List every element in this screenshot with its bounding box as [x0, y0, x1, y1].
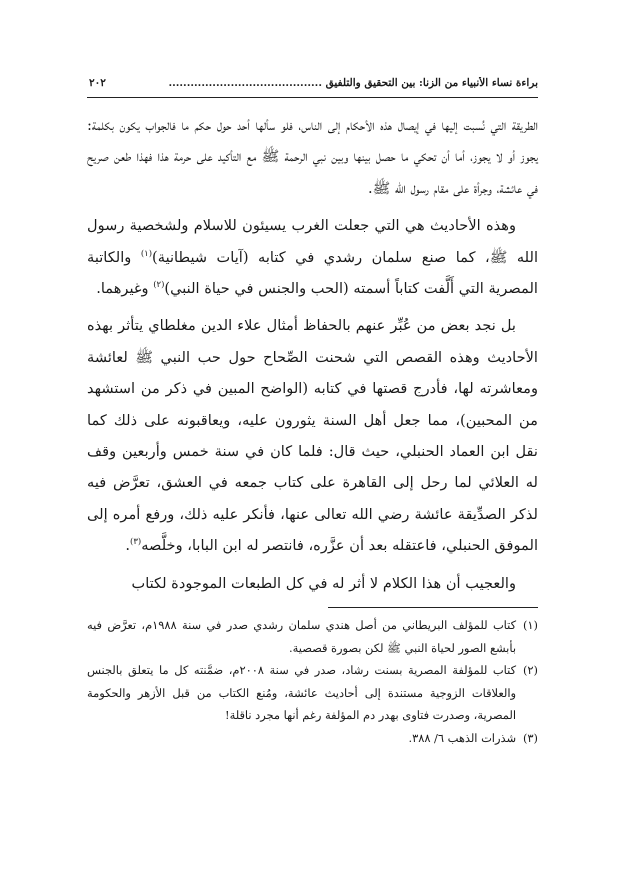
paragraph-4: والعجيب أن هذا الكلام لا أثر له في كل الطبعات الموجودة لكتاب — [131, 574, 516, 592]
footnote-text: شذرات الذهب ٦/ ٣٨٨. — [408, 730, 516, 745]
footnote-number: (١) — [522, 618, 538, 633]
paragraph-3-part-b: . — [125, 537, 130, 555]
footnote-2 — [87, 659, 538, 727]
footnote-number: (٣) — [522, 730, 538, 745]
main-text — [87, 110, 538, 599]
paragraph-2-part-b: والكاتبة المصرية التي أَلَّفت كتاباً أسمته (الحب والجنس في حياة النبي) — [87, 248, 538, 298]
footnote-divider — [328, 607, 538, 608]
footnote-3 — [87, 727, 538, 750]
page-number: ٢٠٢ — [89, 77, 106, 89]
paragraph-1: الطريقة التي نُسبت إليها في إيصال هذه الأحكام إلى الناس، فلو سألها أحد حول حكم ما فالجواب يكون بكلمة: يجوز أو لا يجوز، أما أن تحكي ما حصل بينها وبين نبي الرحمة ﷺ مع التأكيد على حرمة هذا فهذا طعن صريح في عائشة، وجرأة على مقام رسول الله ﷺ. — [87, 117, 538, 197]
footnote-ref-3[interactable]: (٣) — [130, 537, 142, 548]
footnote-ref-1[interactable]: (١) — [140, 248, 153, 259]
paragraph-2-part-a: وهذه الأحاديث هي التي جعلت الغرب يسيئون للاسلام ولشخصية رسول الله ﷺ، كما صنع سلمان رشدي في كتابه (آيات شيطانية) — [87, 217, 538, 266]
footnote-ref-2[interactable]: (٢) — [153, 280, 165, 291]
header-title: براءة نساء الأنبياء من الزنا: بين التحقيق والتلفيق .......................................... — [168, 77, 538, 89]
paragraph-3-part-a: بل نجد بعض من عُبِّر عنهم بالحفاظ أمثال علاء الدين مغلطاي يتأثر بهذه الأحاديث وهذه القصص التي شحنت الصِّحاح حول حب النبي ﷺ لعائشة ومعاشرته لها، فأدرج قصتها في كتابه (الواضح المبين في ذكر من استشهد من المحبين)، مما جعل أهل السنة يثورون عليه، ويعاقبونه على ذلك كما نقل ابن العماد الحنبلي، حيث قال: فلما كان في سنة خمس وأربعين وقف له العلائي لما رحل إلى القاهرة على كتاب جمعه في العشق، تعرَّض فيه لذكر الصدِّيقة عائشة رضي الله تعالى عنها، فأنكر عليه ذلك، ورفع أمره إلى الموفق الحنبلي، فاعتقله بعد أن عزَّره، فانتصر له ابن البابا، وخلَّصه — [87, 317, 538, 555]
book-page — [87, 72, 538, 749]
footnote-text: كتاب للمؤلفة المصرية بسنت رشاد، صدر في سنة ٢٠٠٨م، ضمَّنته كل ما يتعلق بالجنس والعلاقات الزوجية مستندة إلى أحاديث عائشة، ومُنع الكتاب من قبل الأزهر والحكومة المصرية، وصدرت فتاوى بهدر دم المؤلفة رغم أنها مجرد ناقلة! — [87, 663, 516, 723]
paragraph-2 — [87, 210, 538, 304]
footnote-number: (٢) — [522, 663, 538, 678]
footnotes — [87, 614, 538, 749]
paragraph-2-part-c: وغيرهما. — [96, 280, 154, 298]
running-header — [87, 72, 538, 98]
footnote-text: كتاب للمؤلف البريطاني من أصل هندي سلمان رشدي صدر في سنة ١٩٨٨م، تعرَّض فيه بأبشع الصور لحياة النبي ﷺ لكن بصورة قصصية. — [87, 618, 516, 655]
footnote-1 — [87, 614, 538, 659]
paragraph-3 — [87, 310, 538, 561]
